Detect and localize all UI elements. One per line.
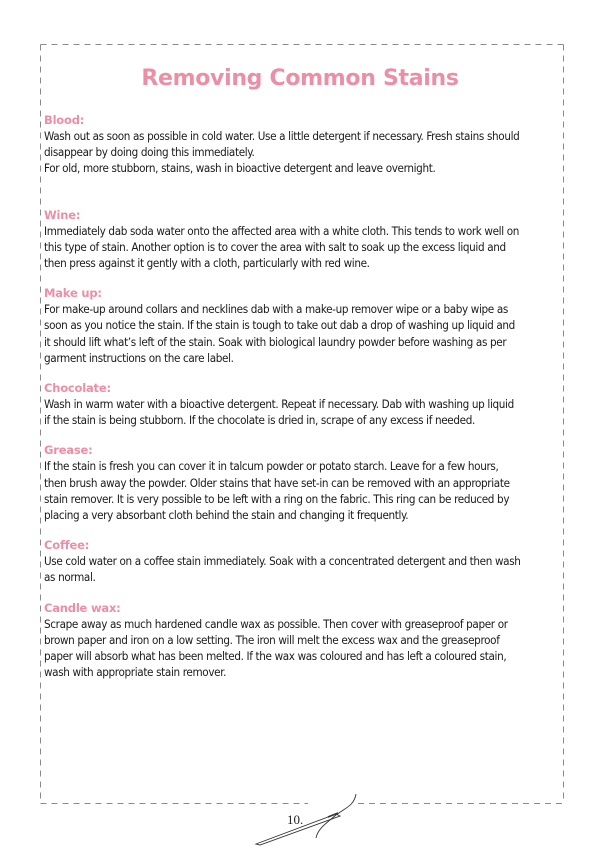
section-make-up xyxy=(44,285,560,366)
body-line: garment instructions on the care label. xyxy=(44,350,234,365)
body-line: Immediately dab soda water onto the affected area with a white cloth. This tends to work well on xyxy=(44,223,520,238)
section-body xyxy=(44,616,560,681)
body-line: then press against it gently with a cloth, particularly with red wine. xyxy=(44,256,370,271)
body-line: Wash out as soon as possible in cold water. Use a little detergent if necessary. Fresh stains should xyxy=(44,129,520,143)
section-heading: Make up: xyxy=(44,286,102,301)
stain-sections xyxy=(44,112,560,680)
body-line: soon as you notice the stain. If the stain is tough to take out dab a drop of washing up liquid and xyxy=(44,318,515,333)
body-line: it should lift what’s left of the stain. Soak with biological laundry powder before washing as per xyxy=(44,334,507,349)
section-body xyxy=(44,128,560,177)
needle-and-thread-icon xyxy=(250,790,360,852)
body-line: For make-up around collars and necklines dab with a make-up remover wipe or a baby wipe as xyxy=(44,302,508,317)
body-line: Use cold water on a coffee stain immediately. Soak with a concentrated detergent and then wash xyxy=(44,554,521,569)
body-line: as normal. xyxy=(44,570,96,585)
section-grease xyxy=(44,442,560,523)
body-line: this type of stain. Another option is to cover the area with salt to soak up the excess liquid and xyxy=(44,239,506,254)
body-line: then brush away the powder. Older stains that have set-in can be removed with an appropriate xyxy=(44,475,510,490)
section-chocolate xyxy=(44,380,560,428)
body-line: brown paper and iron on a low setting. The iron will melt the excess wax and the greaseproof xyxy=(44,632,500,647)
section-heading: Coffee: xyxy=(44,538,90,553)
section-body xyxy=(44,223,560,272)
body-line: disappear by doing doing this immediately. xyxy=(44,145,255,160)
section-heading: Wine: xyxy=(44,207,81,222)
section-heading: Grease: xyxy=(44,443,93,458)
section-body xyxy=(44,458,560,523)
section-wine xyxy=(44,207,560,272)
page-title: Removing Common Stains xyxy=(141,66,459,91)
section-heading: Chocolate: xyxy=(44,381,111,396)
body-line: If the stain is fresh you can cover it in talcum powder or potato starch. Leave for a few hours, xyxy=(44,459,499,474)
section-coffee xyxy=(44,537,560,585)
body-line: paper will absorb what has been melted. If the wax was coloured and has left a coloured stain, xyxy=(44,649,507,664)
section-candle-wax xyxy=(44,600,560,681)
section-body xyxy=(44,553,560,585)
section-heading: Candle wax: xyxy=(44,600,121,615)
body-line: stain remover. It is very possible to be left with a ring on the fabric. This ring can be reduced by xyxy=(44,491,510,506)
body-line: Wash in warm water with a bioactive detergent. Repeat if necessary. Dab with washing up liquid xyxy=(44,397,514,412)
section-blood xyxy=(44,112,560,177)
section-body xyxy=(44,301,560,366)
section-body xyxy=(44,396,560,428)
page-number: 10. xyxy=(287,812,304,827)
body-line: Scrape away as much hardened candle wax as possible. Then cover with greaseproof paper or xyxy=(44,616,508,631)
body-line: if the stain is being stubborn. If the chocolate is dried in, scrape of any excess if needed. xyxy=(44,413,475,428)
body-line: For old, more stubborn, stains, wash in bioactive detergent and leave overnight. xyxy=(44,161,436,176)
body-line: wash with appropriate stain remover. xyxy=(44,665,227,680)
section-heading: Blood: xyxy=(44,113,85,127)
body-line: placing a very absorbant cloth behind the stain and changing it frequently. xyxy=(44,508,409,523)
